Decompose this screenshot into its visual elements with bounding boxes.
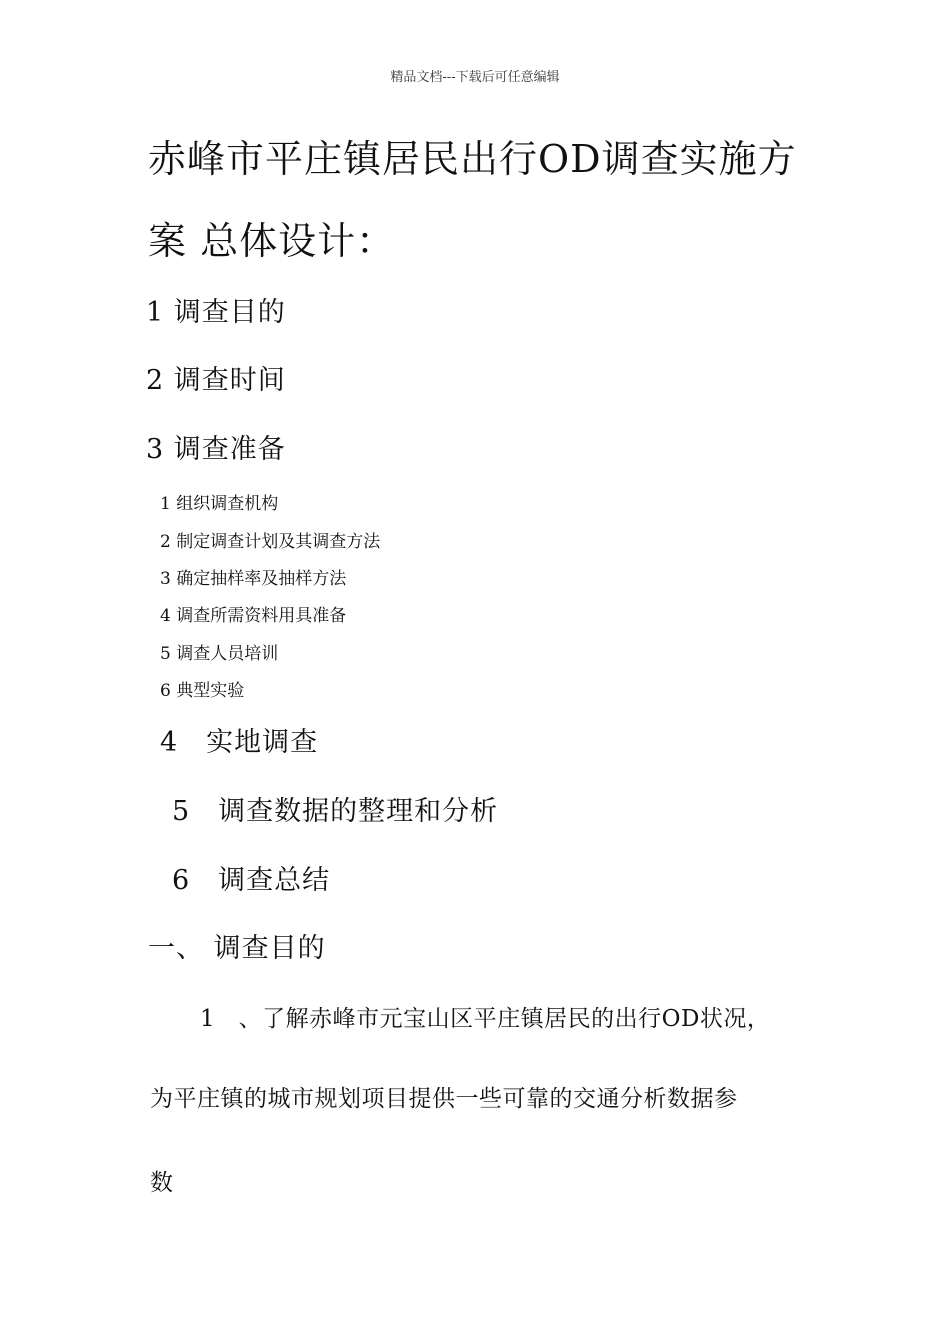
- section-heading: 一、 调查目的: [148, 933, 326, 964]
- outline-item-4: 4 实地调查: [160, 727, 319, 758]
- paragraph-line-3: 数: [150, 1170, 174, 1196]
- outline-item-2: 2 调查时间: [146, 365, 286, 396]
- sub-outline-item-6: 6 典型实验: [160, 681, 245, 701]
- paragraph-line-1: 1 、了解赤峰市元宝山区平庄镇居民的出行OD状况，: [200, 1006, 771, 1032]
- sub-outline-item-4: 4 调查所需资料用具准备: [160, 606, 347, 626]
- paragraph-line-2: 为平庄镇的城市规划项目提供一些可靠的交通分析数据参: [150, 1086, 738, 1112]
- document-title-line-2: 案 总体设计：: [148, 219, 396, 263]
- sub-outline-item-5: 5 调查人员培训: [160, 644, 279, 664]
- outline-item-1: 1 调查目的: [146, 297, 286, 328]
- header-note: 精品文档---下载后可任意编辑: [390, 70, 560, 85]
- outline-item-3: 3 调查准备: [146, 434, 286, 465]
- sub-outline-item-1: 1 组织调查机构: [160, 494, 279, 514]
- outline-item-6: 6 调查总结: [172, 865, 331, 896]
- sub-outline-item-3: 3 确定抽样率及抽样方法: [160, 569, 347, 589]
- outline-item-5: 5 调查数据的整理和分析: [172, 796, 499, 827]
- document-title-line-1: 赤峰市平庄镇居民出行OD调查实施方: [148, 137, 797, 181]
- sub-outline-item-2: 2 制定调查计划及其调查方法: [160, 532, 381, 552]
